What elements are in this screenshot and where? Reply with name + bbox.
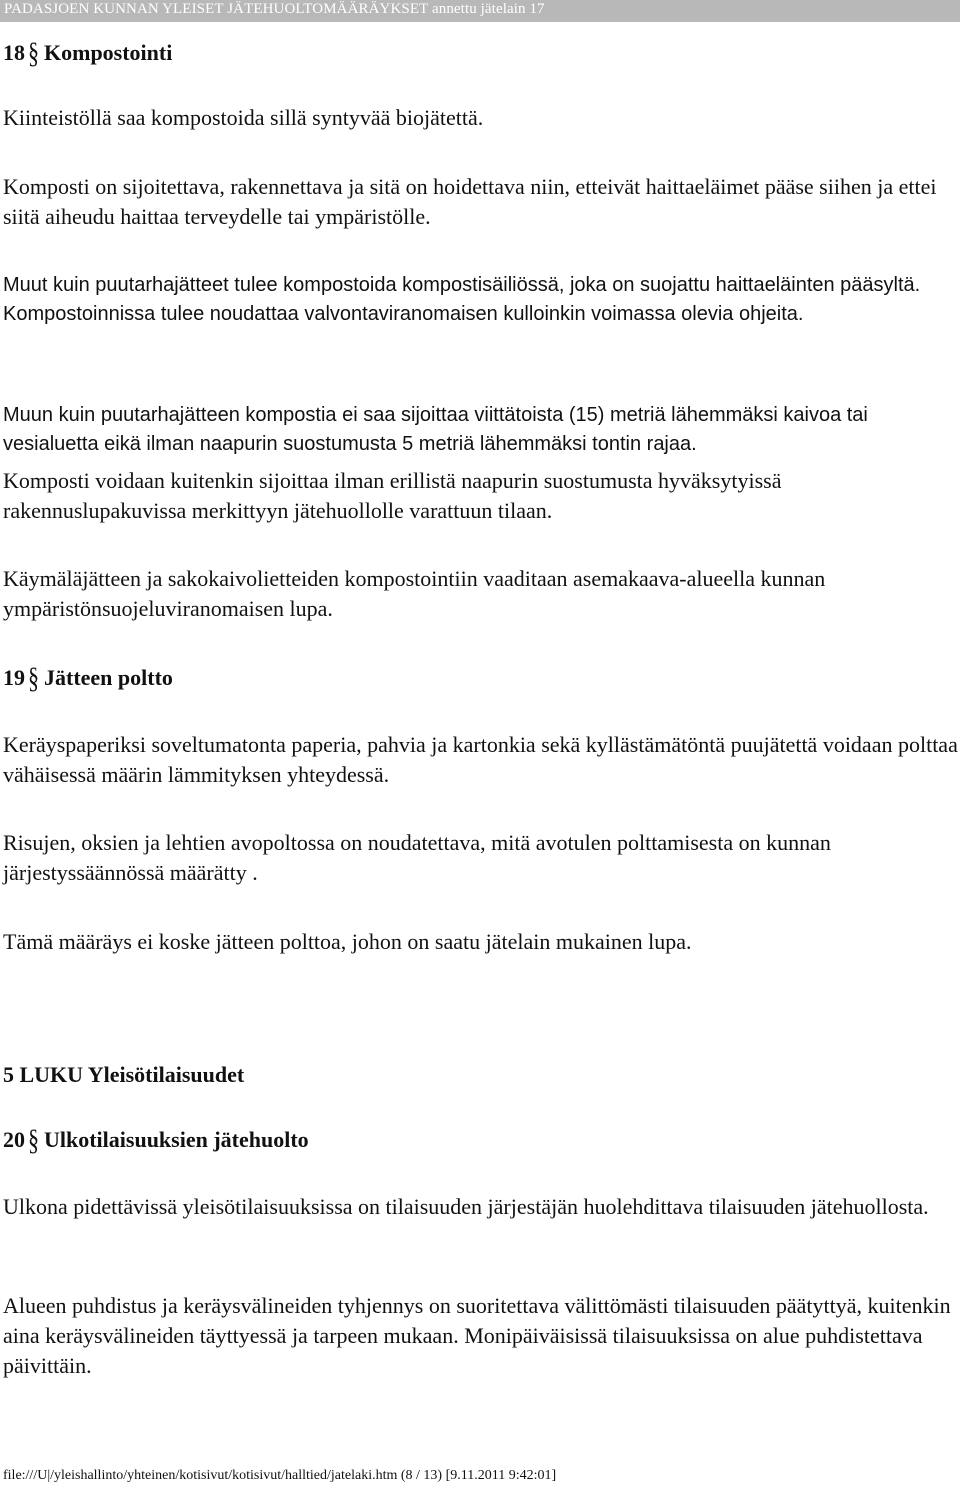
section-19-paragraph-1: Keräyspaperiksi soveltumatonta paperia, pahvia ja kartonkia sekä kyllästämätöntä puujätettä voidaan polttaa vähäisessä määrin lämmityksen yhteydessä. — [3, 732, 958, 787]
section-20-paragraph-1: Ulkona pidettävissä yleisötilaisuuksissa on tilaisuuden järjestäjän huolehdittava tilaisuuden jätehuollosta. — [3, 1194, 929, 1219]
section-19-paragraph-2: Risujen, oksien ja lehtien avopoltossa on noudatettava, mitä avotulen polttamisesta on kunnan järjestyssäännössä määrätty . — [3, 830, 831, 885]
section-18-paragraph-3: Muut kuin puutarhajätteet tulee kompostoida kompostisäiliössä, joka on suojattu haittaeläinten pääsyltä. Kompostoinnissa tulee noudattaa valvontaviranomaisen kulloinkin voimassa olevia ohjeita. — [3, 274, 921, 325]
section-18-paragraph-4b: Komposti voidaan kuitenkin sijoittaa ilman erillistä naapurin suostumusta hyväksytyissä rakennuslupakuvissa merkittyyn jätehuollolle varattuun tilaan. — [3, 468, 782, 523]
chapter-5-heading: 5 LUKU Yleisötilaisuudet — [3, 1062, 245, 1087]
section-sign: § — [28, 35, 39, 70]
section-18-paragraph-2: Komposti on sijoitettava, rakennettava ja sitä on hoidettava niin, etteivät haittaeläimet pääse siihen ja ettei siitä aiheudu haittaa terveydelle tai ympäristölle. — [3, 174, 937, 229]
section-title: Kompostointi — [44, 40, 173, 65]
section-18-paragraph-4: Muun kuin puutarhajätteen kompostia ei saa sijoittaa viittätoista (15) metriä lähemmäksi kaivoa tai vesialuetta eikä ilman naapurin suostumusta 5 metriä lähemmäksi tontin rajaa. — [3, 404, 868, 455]
section-title: Ulkotilaisuuksien jätehuolto — [44, 1127, 309, 1152]
section-20-paragraph-2: Alueen puhdistus ja keräysvälineiden tyhjennys on suoritettava välittömästi tilaisuuden päätyttyä, kuitenkin aina keräysvälineiden täyttyessä ja tarpeen mukaan. Monipäiväisissä tilaisuuksissa on alue puhdistettava päivittäin. — [3, 1293, 951, 1378]
section-18-paragraph-1: Kiinteistöllä saa kompostoida sillä syntyvää biojätettä. — [3, 105, 484, 130]
section-title: Jätteen poltto — [44, 665, 173, 690]
section-18-heading — [3, 35, 958, 70]
section-sign: § — [28, 1122, 39, 1157]
section-number: 18 — [3, 40, 25, 65]
section-number: 20 — [3, 1127, 25, 1152]
section-20-heading — [3, 1122, 958, 1157]
section-18-paragraph-5: Käymäläjätteen ja sakokaivolietteiden kompostointiin vaaditaan asemakaava-alueella kunnan ympäristönsuojeluviranomaisen lupa. — [3, 566, 826, 621]
section-19-paragraph-3: Tämä määräys ei koske jätteen polttoa, johon on saatu jätelain mukainen lupa. — [3, 929, 692, 954]
section-sign: § — [28, 660, 39, 695]
page-header-bar — [0, 0, 960, 22]
section-number: 19 — [3, 665, 25, 690]
page-header-text: PADASJOEN KUNNAN YLEISET JÄTEHUOLTOMÄÄRÄYKSET annettu jätelain 17 — [4, 1, 545, 17]
page-footer-path: file:///U|/yleishallinto/yhteinen/kotisivut/kotisivut/halltied/jatelaki.htm (8 / 13) [9.11.2011 9:42:01] — [3, 1468, 557, 1483]
section-19-heading — [3, 660, 958, 695]
